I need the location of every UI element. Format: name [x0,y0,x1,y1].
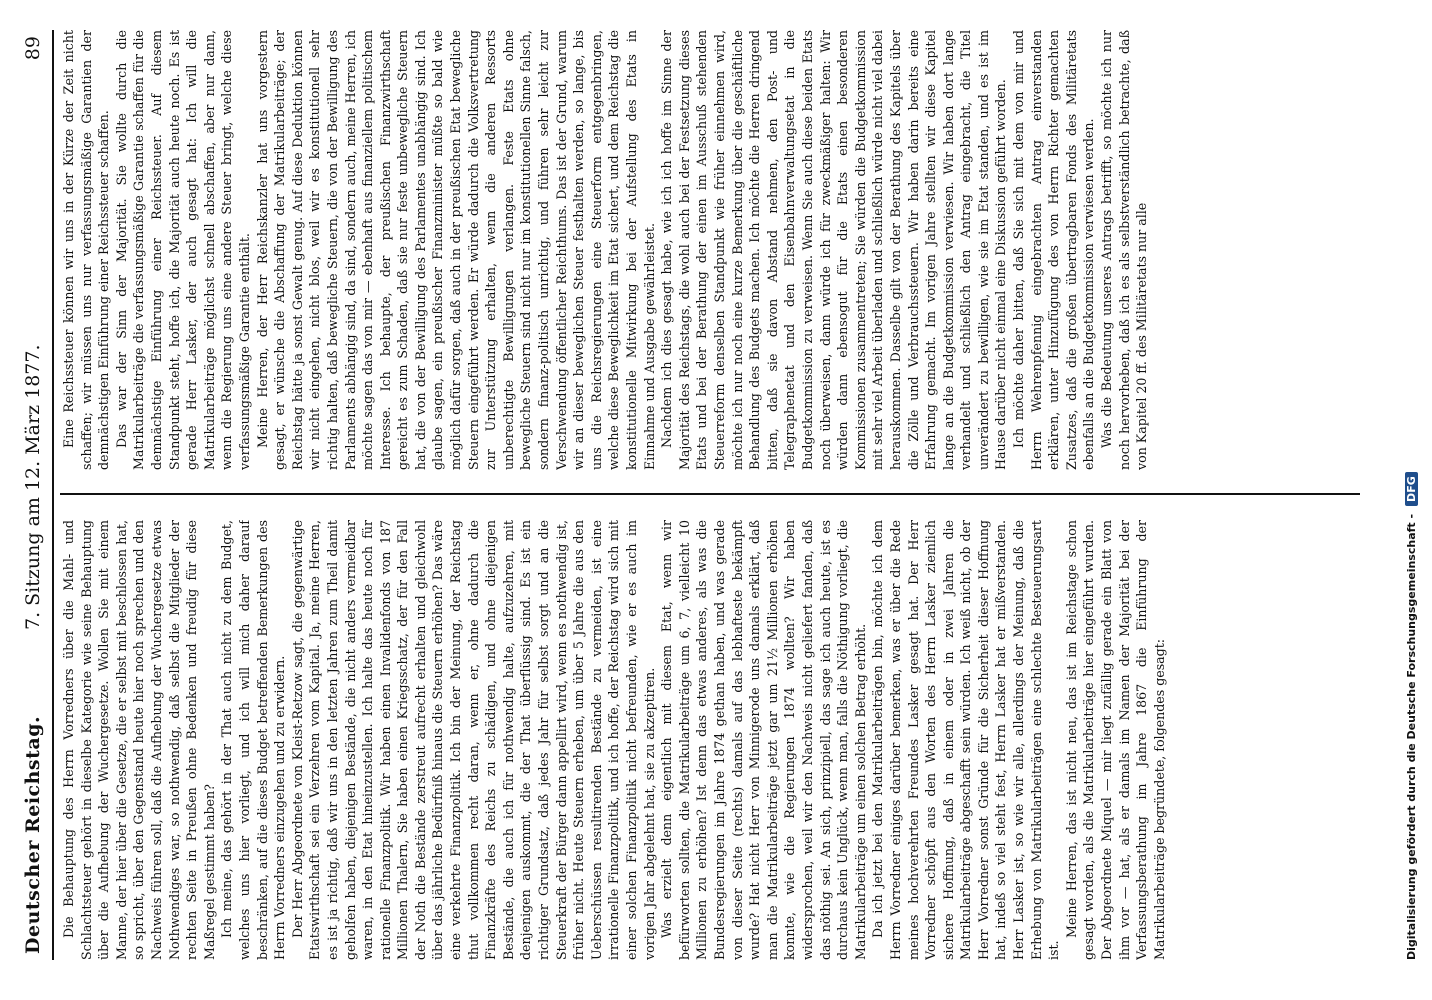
paragraph: Nachdem ich dies gesagt habe, wie ich ich hoffe im Sinne der Majorität des Reichstags, die wohl auch bei der Festsetzung dieses Etats und bei der Berathung der einen im Ausschuß stehenden Steuerreform denselben Standpunkt wie früher einnehmen wird, möchte ich nur noch eine kurze Bemerkung über die geschäftliche Behandlung des Budgets machen. Ich möchte die Herren dringend bitten, daß sie davon Abstand nehmen, den Post- und Telegraphenetat und den Eisenbahnverwaltungsetat in die Budgetkommission zu verweisen. Wenn Sie auch diese beiden Etats noch überweisen, dann würde ich für zweckmäßiger halten: Wir würden dann ebensogut für die Etats einen besonderen Kommissionen zusammentreten; Sie würden die Budgetkommission mit sehr viel Arbeit überladen und schließlich würde nicht viel dabei herauskommen. Dasselbe gilt von der Berathung des Kapitels über die Zölle und Verbrauchssteuern. Wir haben darin bereits eine Erfahrung gemacht. Im vorigen Jahre stellten wir diese Kapitel lange an die Budgetkommission verwiesen. Wir haben dort lange verhandelt und schließlich den Antrag eingebracht, die Titel unverändert zu bewilligen, wie sie im Etat standen, und es ist im Hause darüber nicht einmal eine Diskussion geführt worden. [659,30,1009,470]
page-number: 89 [22,36,44,61]
paragraph: Eine Reichssteuer können wir uns in der Kürze der Zeit nicht schaffen; wir müssen uns nur verfassungsmäßige Garantien der demnächstigen Einführung einer Reichssteuer schaffen. [61,30,112,470]
paragraph: Da ich jetzt bei den Matrikularbeiträgen bin, möchte ich dem Herrn Vorredner einiges darüber bemerken, was er über die Rede meines hochverehrten Freundes Lasker gesagt hat. Der Herr Vorredner schöpft aus den Worten des Herrn Lasker ziemlich sichere Hoffnung, daß in einem oder in zwei Jahren die Matrikularbeiträge abgeschafft sein würden. Ich weiß nicht, ob der Herr Vorredner sonst Gründe für die Sicherheit dieser Hoffnung hat, indeß so viel steht fest, Herrn Lasker hat er mißverstanden. Herr Lasker ist, so wie wir alle, allerdings der Meinung, daß die Erhebung von Matrikularbeiträgen eine schlechte Besteuerungsart ist. [870,520,1062,960]
header-rule [52,30,54,960]
paragraph: Was die Bedeutung unseres Antrags betrifft, so möchte ich nur noch hervorheben, daß ich es als selbstverständlich betrachte, daß von Kapitel 20 ff. des Militäretats nur alle [1099,30,1150,470]
paragraph: Ich meine, das gehört in der That auch nicht zu dem Budget, welches uns hier vorliegt, und ich will mich daher darauf beschränken, auf die dieses Budget betreffenden Bemerkungen des Herrn Vorredners einzugehen und zu erwidern. [219,520,288,960]
right-column [60,30,1360,470]
running-head [18,30,52,960]
paragraph: Der Herr Abgeordnete von Kleist-Retzow sagt, die gegenwärtige Etatswirthschaft sei ein Verzehren vom Kapital. Ja, meine Herren, es ist ja richtig, daß wir uns in den letzten Jahren zum Theil damit geholfen haben, diejenigen Bestände, die nicht anders vermeidbar waren, in den Etat hineinzustellen. Ich halte das heute noch für rationelle Finanzpolitik. Wir haben einen Invalidenfonds von 187 Millionen Thalern, Sie haben einen Kriegsschatz, der für den Fall der Noth die Bestände zerstreut aufrecht erhalten und gleichwohl über das jährliche Bedürfniß hinaus die Steuern erhöhen? Das wäre eine verkehrte Finanzpolitik. Ich bin der Meinung, der Reichstag thut vollkommen recht daran, wenn er, ohne dadurch die Finanzkräfte des Reichs zu schädigen, und ohne diejenigen Bestände, die auch ich für nothwendig halte, aufzuzehren, mit denjenigen auskommt, die der That überflüssig sind. Es ist ein richtiger Grundsatz, daß jedes Jahr für selbst sorgt und an die Steuerkraft der Bürger dann appellirt wird, wenn es nothwendig ist, früher nicht. Heute Steuern erheben, um über 5 Jahre die aus den Ueberschüssen resultirenden Bestände zu vermeiden, ist eine irrationelle Finanzpolitik, und ich hoffe, der Reichstag wird sich mit einer solchen Finanzpolitik nicht befreunden, wie er es auch im vorigen Jahr abgelehnt hat, sie zu akzeptiren. [289,520,657,960]
paragraph: Ich möchte daher bitten, daß Sie sich mit dem von mir und Herrn Wehrenpfennig eingebrachten Antrag einverstanden erklären, unter Hinzufügung des von Herrn Richter gemachten Zusatzes, daß die großen übertragbaren Fonds des Militäretats ebenfalls an die Budgetkommission verwiesen werden. [1011,30,1097,470]
publication-title: Deutscher Reichstag. [22,715,44,954]
paragraph: Die Behauptung des Herrn Vorredners über die Mahl- und Schlachtsteuer gehört in dieselbe Kategorie wie seine Behauptung über die Aufhebung der Wuchergesetze. Wollen Sie mit einem Manne, der hier über die Gesetze, die er selbst mit beschlossen hat, so spricht, über den Gegenstand heute hier noch sprechen und den Nachweis führen soll, daß die Aufhebung der Wuchergesetze etwas Nothwendiges war, so nothwendig, daß selbst die Mitglieder der rechten Seite in Preußen ohne Bedenken und freudig für diese Maßregel gestimmt haben? [61,520,217,960]
digitization-note: Digitalisierung gefördert durch die Deutsche Forschungsgemeinschaft - [1405,513,1418,960]
digitization-stamp [1405,30,1418,960]
paragraph: Meine Herren, das ist nicht neu, das ist im Reichstage schon gesagt worden, als die Matrikularbeiträge hier eingeführt wurden. Der Abgeordnete Miquel — mir liegt zufällig gerade ein Blatt von ihm vor — hat, als er damals im Namen der Majorität bei der Verfassungsberathung im Jahre 1867 die Einführung der Matrikularbeiträge begründete, folgendes gesagt: [1063,520,1167,960]
dfg-logo: DFG [1405,472,1418,506]
paragraph: Meine Herren, der Herr Reichskanzler hat uns vorgestern gesagt, er wünsche die Abschaffung der Matrikularbeiträge; der Reichstag hätte ja sonst Gewalt genug. Auf diese Deduktion können wir nicht eingehen, nicht blos, weil wir es konstitutionell sehr richtig halten, daß bewegliche Steuern, die von der Bewilligung des Parlaments abhängig sind, da sind, sondern auch, meine Herren, ich möchte sagen das von mir — ebenhaft aus finanziellem politischem Interesse. Ich behaupte, der preußischen Finanzwirthschaft gereicht es zum Schaden, daß sie nur feste unbewegliche Steuern hat, die von der Bewilligung des Parlamentes unabhängig sind. Ich glaube sagen, ein preußischer Finanzminister müßte so bald wie möglich dafür sorgen, daß auch in der preußischen Etat bewegliche Steuern eingeführt werden. Er würde dadurch die Volksvertretung zur Unterstützung erhalten, wenn die anderen Ressorts unberechtigte Bewilligungen verlangen. Feste Etats ohne bewegliche Steuern sind nicht nur im konstitutionellen Sinne falsch, sondern finanz-politisch unrichtig, und führen sehr leicht zur Verschwendung öffentlicher Reichthums. Das ist der Grund, warum wir an dieser beweglichen Steuer festhalten werden, so lange, bis uns die Reichsregierungen eine Steuerform entgegenbringen, welche diese Beweglichkeit im Etat sichert, und dem Reichstag die konstitutionelle Mitwirkung bei der Aufstellung des Etats in Einnahme und Ausgabe gewährleistet. [254,30,657,470]
session-title: 7. Sitzung am 12. März 1877. [22,344,44,630]
paragraph: Was erzielt denn eigentlich mit diesem Etat, wenn wir befürworten sollten, die Matrikularbeiträge um 6, 7, vielleicht 10 Millionen zu erhöhen? Ist denn das etwas anderes, als was die Bundesregierungen im Jahre 1874 gethan haben, und was gerade von dieser Seite (rechts) damals auf das lebhafteste bekämpft wurde? Hat nicht Herr von Minnigerode uns damals erklärt, daß man die Matrikularbeiträge jetzt gar um 21½ Millionen erhöhen konnte, wie die Regierungen 1874 wollten? Wir haben widersprochen, weil wir den Nachweis nicht geliefert fanden, daß das nöthig sei. An sich, prinzipiell, das sage ich auch heute, ist es durchaus kein Unglück, wenn man, falls die Nöthigung vorliegt, die Matrikularbeiträge um einen solchen Betrag erhöht. [659,520,868,960]
column-divider [60,493,1360,495]
left-column [60,520,1360,960]
paragraph: Das war der Sinn der Majorität. Sie wollte durch die Matrikularbeiträge die verfassungsmäßige Garantie schaffen für die demnächstige Einführung einer Reichssteuer. Auf diesem Standpunkt steht, hoffe ich, die Majorität auch heute noch. Es ist gerade Herr Lasker, der auch gesagt hat: Ich will die Matrikularbeiträge möglichst schnell abschaffen, aber nur dann, wenn die Regierung uns eine andere Steuer bringt, welche diese verfassungsmäßige Garantie enthält. [113,30,252,470]
